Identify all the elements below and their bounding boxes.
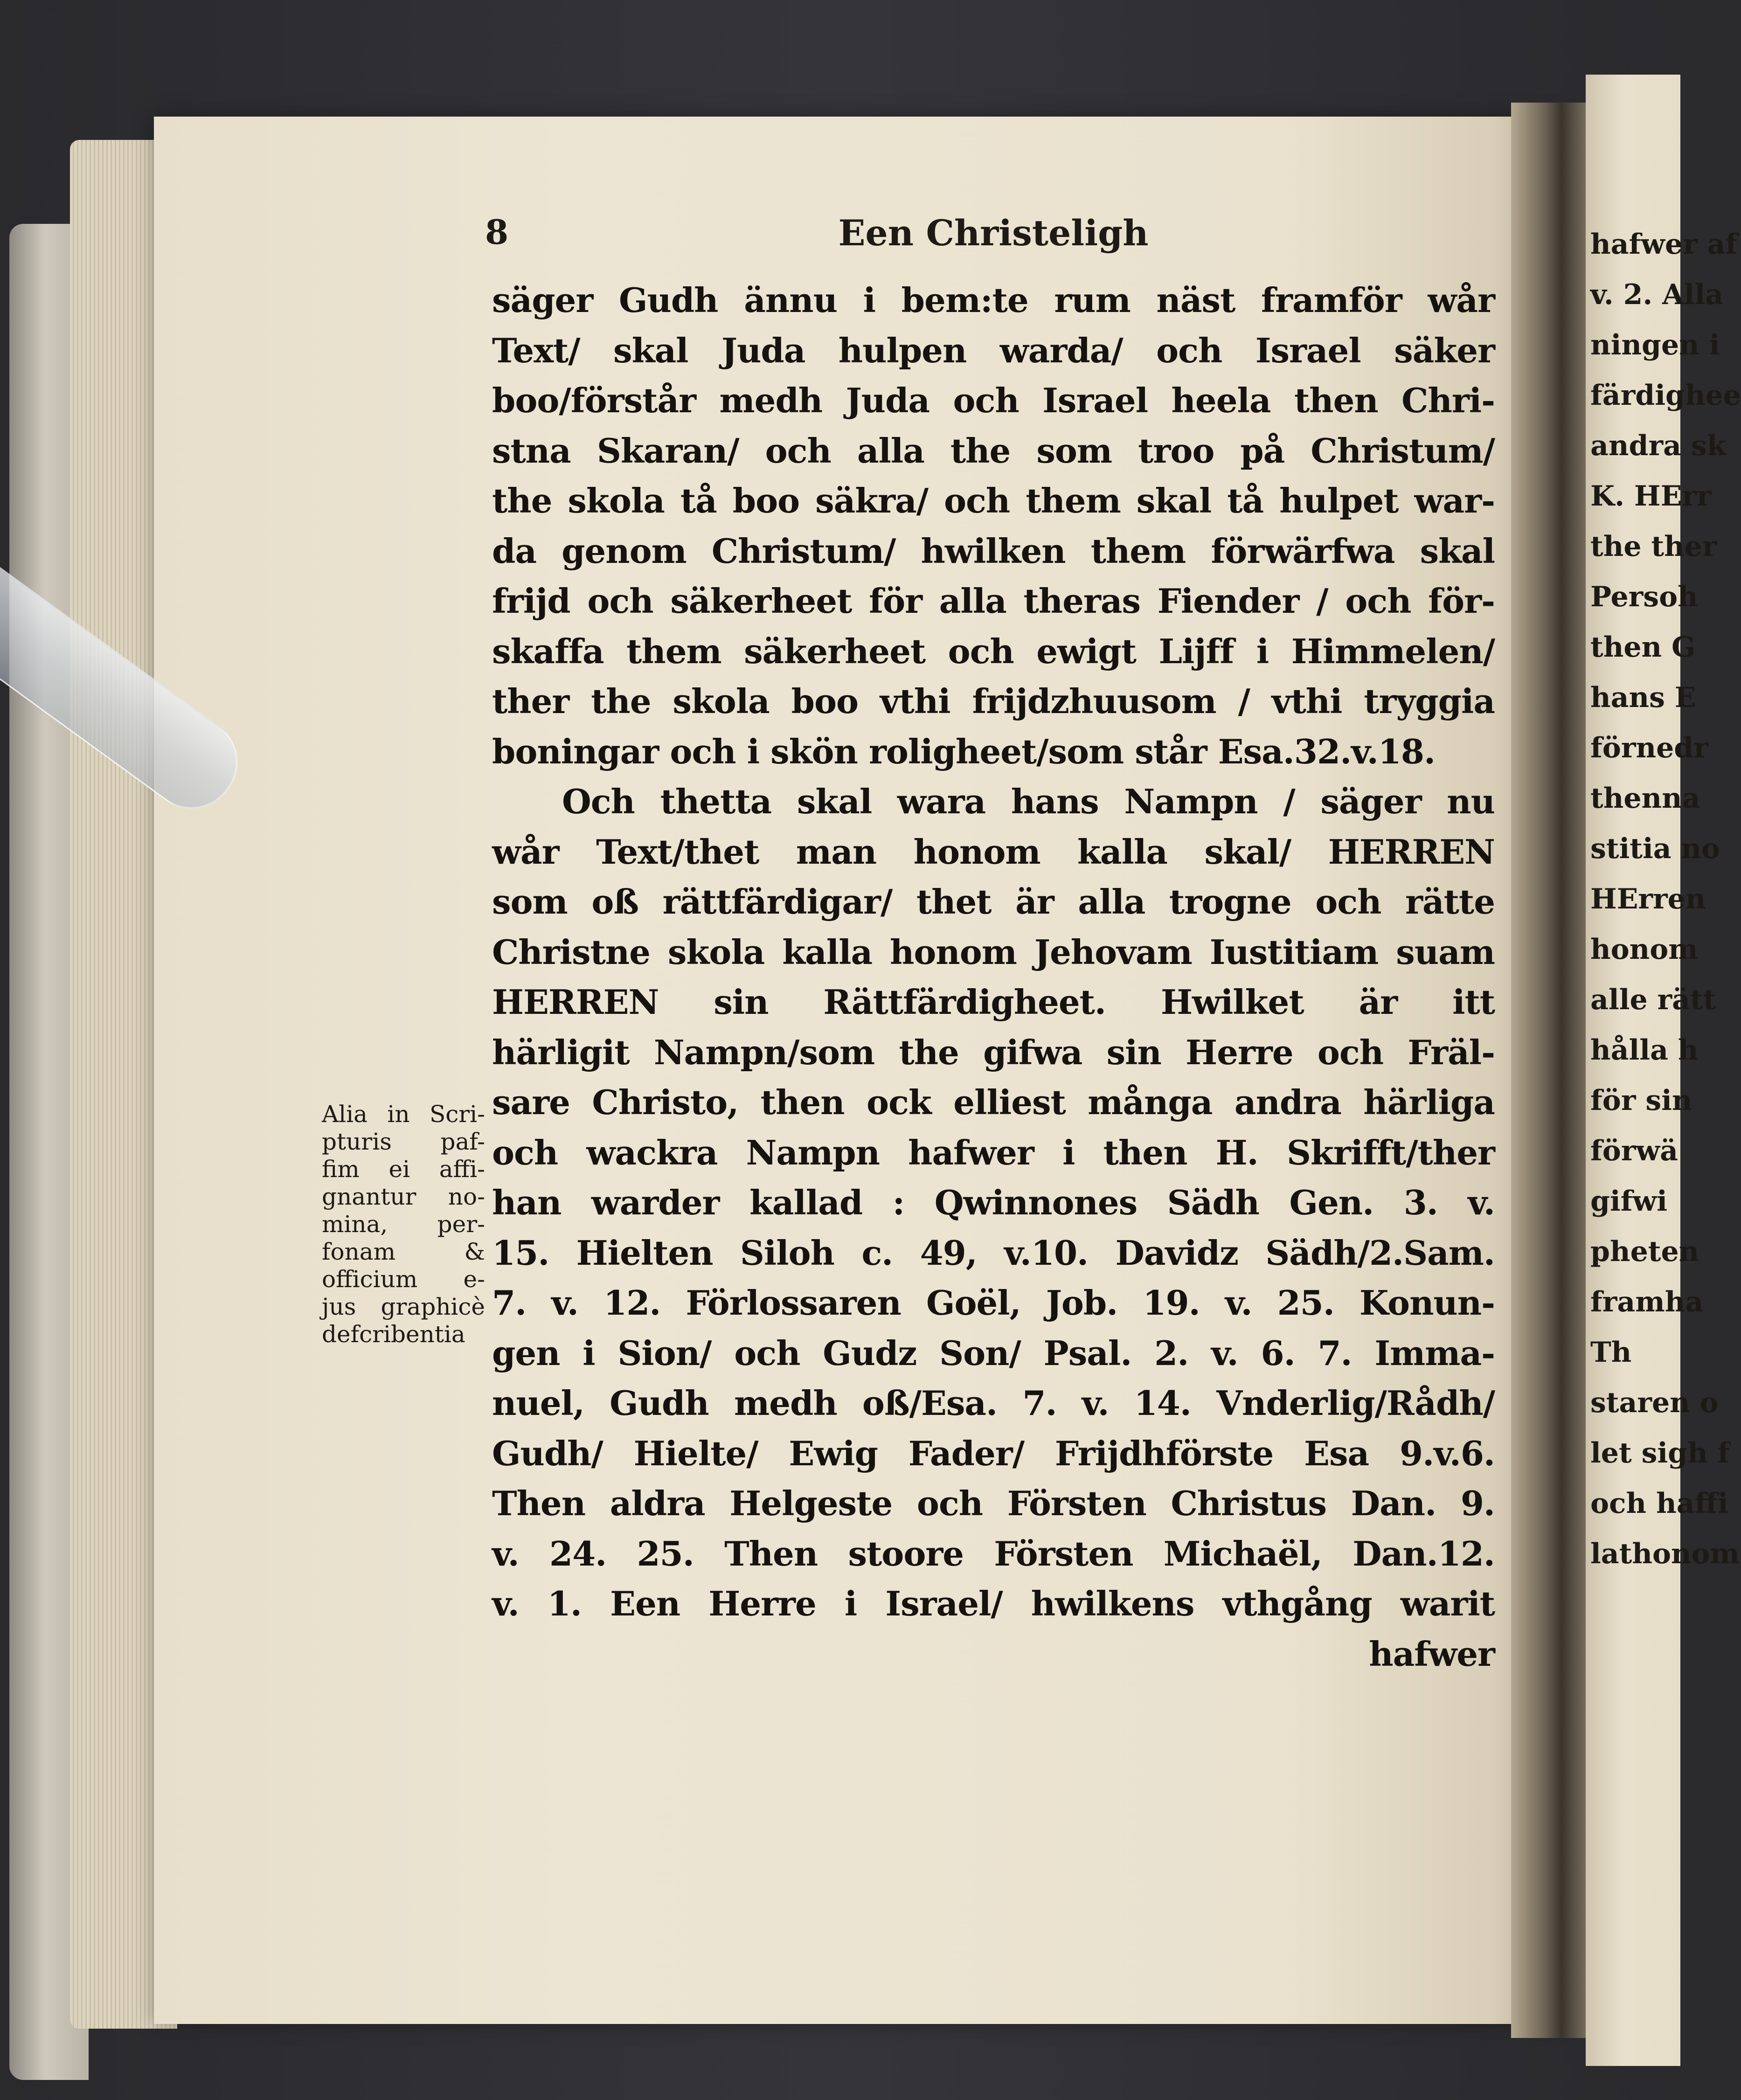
body-line: ther the skola boo vthi frijdzhuusom / vthi tryggia bbox=[492, 681, 1495, 721]
right-page-fragment: alle rätt bbox=[1590, 984, 1716, 1016]
marginal-note-line: officium e- bbox=[322, 1266, 485, 1293]
body-line: härligit Nampn/som the gifwa sin Herre och Fräl- bbox=[492, 1032, 1495, 1072]
body-line: Christne skola kalla honom Jehovam Iustitiam suam bbox=[492, 932, 1495, 972]
marginal-note-line: jus graphicè bbox=[322, 1293, 485, 1320]
body-line: Then aldra Helgeste och Försten Christus Dan. 9. bbox=[492, 1483, 1495, 1523]
body-line: gen i Sion/ och Gudz Son/ Psal. 2. v. 6. 7. Imma- bbox=[492, 1333, 1495, 1373]
right-page-fragment: v. 2. Alla bbox=[1590, 278, 1724, 311]
body-line: the skola tå boo säkra/ och them skal tå hulpet war- bbox=[492, 481, 1495, 520]
body-line: frijd och säkerheet för alla theras Fiender / och för- bbox=[492, 581, 1495, 621]
right-page-fragment: HErren bbox=[1590, 883, 1706, 915]
body-line: sare Christo, then ock elliest många andra härliga bbox=[492, 1082, 1495, 1122]
body-text bbox=[492, 275, 1495, 1679]
body-line: Text/ skal Juda hulpen warda/ och Israel säker bbox=[492, 330, 1495, 370]
body-line: 7. v. 12. Förlossaren Goël, Job. 19. v. 25. Konun- bbox=[492, 1283, 1495, 1323]
marginal-note-line: pturis paf- bbox=[322, 1128, 485, 1155]
right-page-fragment: stitia no bbox=[1590, 832, 1720, 865]
right-page-fragment: förnedr bbox=[1590, 732, 1708, 764]
book-gutter bbox=[1511, 103, 1595, 2038]
right-page-fragment: hans E bbox=[1590, 681, 1696, 714]
marginal-note-line: fim ei affi- bbox=[322, 1156, 485, 1183]
body-line: han warder kallad : Qwinnones Sädh Gen. 3. v. bbox=[492, 1183, 1495, 1222]
right-page-fragment: honom bbox=[1590, 933, 1698, 966]
right-page-fragment: förwä bbox=[1590, 1135, 1678, 1167]
right-page-fragment: staren o bbox=[1590, 1386, 1719, 1419]
right-page-fragment: och haffi bbox=[1590, 1487, 1728, 1520]
marginal-note-line: Alia in Scri- bbox=[322, 1101, 485, 1128]
right-page-fragment: för sin bbox=[1590, 1084, 1692, 1117]
right-page-text-fragments bbox=[1590, 219, 1741, 1579]
right-page-fragment: Th bbox=[1590, 1336, 1632, 1369]
body-line: boo/förstår medh Juda och Israel heela then Chri- bbox=[492, 381, 1495, 420]
right-page-fragment: andra sk bbox=[1590, 430, 1727, 462]
body-line: Och thetta skal wara hans Nampn / säger nu bbox=[562, 782, 1495, 821]
marginal-note-line: fonam & bbox=[322, 1238, 485, 1265]
page-number: 8 bbox=[485, 212, 509, 252]
body-line: boningar och i skön roligheet/som står Esa.32.v.18. bbox=[492, 731, 1436, 771]
right-page-fragment: gifwi bbox=[1590, 1185, 1667, 1218]
body-line: HERREN sin Rättfärdigheet. Hwilket är itt bbox=[492, 982, 1495, 1022]
page-header bbox=[485, 212, 1502, 263]
right-page-fragment: thenna bbox=[1590, 782, 1700, 815]
show-through-text bbox=[326, 658, 485, 687]
right-page-fragment: hålla h bbox=[1590, 1034, 1699, 1067]
right-page-fragment: lathonom bbox=[1590, 1538, 1740, 1570]
body-line: stna Skaran/ och alla the som troo på Christum/ bbox=[492, 430, 1495, 471]
marginal-note-line: mina, per- bbox=[322, 1211, 485, 1238]
right-page-fragment: ningen i bbox=[1590, 329, 1720, 361]
body-line: säger Gudh ännu i bem:te rum näst framför wår bbox=[492, 280, 1495, 320]
right-page-fragment: then G bbox=[1590, 631, 1696, 664]
right-page-fragment: K. HErr bbox=[1590, 480, 1712, 513]
body-line: wår Text/thet man honom kalla skal/ HERREN bbox=[492, 832, 1495, 872]
right-page-fragment: hafwer af bbox=[1590, 228, 1738, 261]
right-page-fragment: framha bbox=[1590, 1286, 1704, 1318]
running-title: Een Christeligh bbox=[838, 212, 1149, 254]
body-line: skaffa them säkerheet och ewigt Lijff i Himmelen/ bbox=[492, 631, 1495, 671]
body-line: och wackra Nampn hafwer i then H. Skrifft/ther bbox=[492, 1132, 1495, 1172]
right-page-fragment: Persoh bbox=[1590, 581, 1698, 613]
right-page-fragment: pheten bbox=[1590, 1235, 1699, 1268]
body-line: v. 1. Een Herre i Israel/ hwilkens vthgång warit bbox=[492, 1584, 1495, 1623]
right-page-fragment: färdighee bbox=[1590, 379, 1741, 412]
right-page-fragment: let sigh f bbox=[1590, 1437, 1730, 1469]
body-line: nuel, Gudh medh oß/Esa. 7. v. 14. Vnderlig/Rådh/ bbox=[492, 1383, 1495, 1423]
right-page-fragment: the ther bbox=[1590, 530, 1717, 563]
body-line: 15. Hielten Siloh c. 49, v.10. Davidz Sädh/2.Sam. bbox=[492, 1233, 1495, 1273]
marginal-note-line: gnantur no- bbox=[322, 1183, 485, 1210]
body-line: Gudh/ Hielte/ Ewig Fader/ Frijdhförste Esa 9.v.6. bbox=[492, 1433, 1495, 1473]
body-line: som oß rättfärdigar/ thet är alla trogne och rätte bbox=[492, 882, 1495, 922]
body-line: da genom Christum/ hwilken them förwärfwa skal bbox=[492, 531, 1495, 571]
marginal-note bbox=[322, 1101, 485, 1348]
body-line: v. 24. 25. Then stoore Försten Michaël, Dan.12. bbox=[492, 1533, 1495, 1573]
catchword: hafwer bbox=[1369, 1634, 1495, 1674]
marginal-note-line: defcribentia bbox=[322, 1321, 465, 1348]
